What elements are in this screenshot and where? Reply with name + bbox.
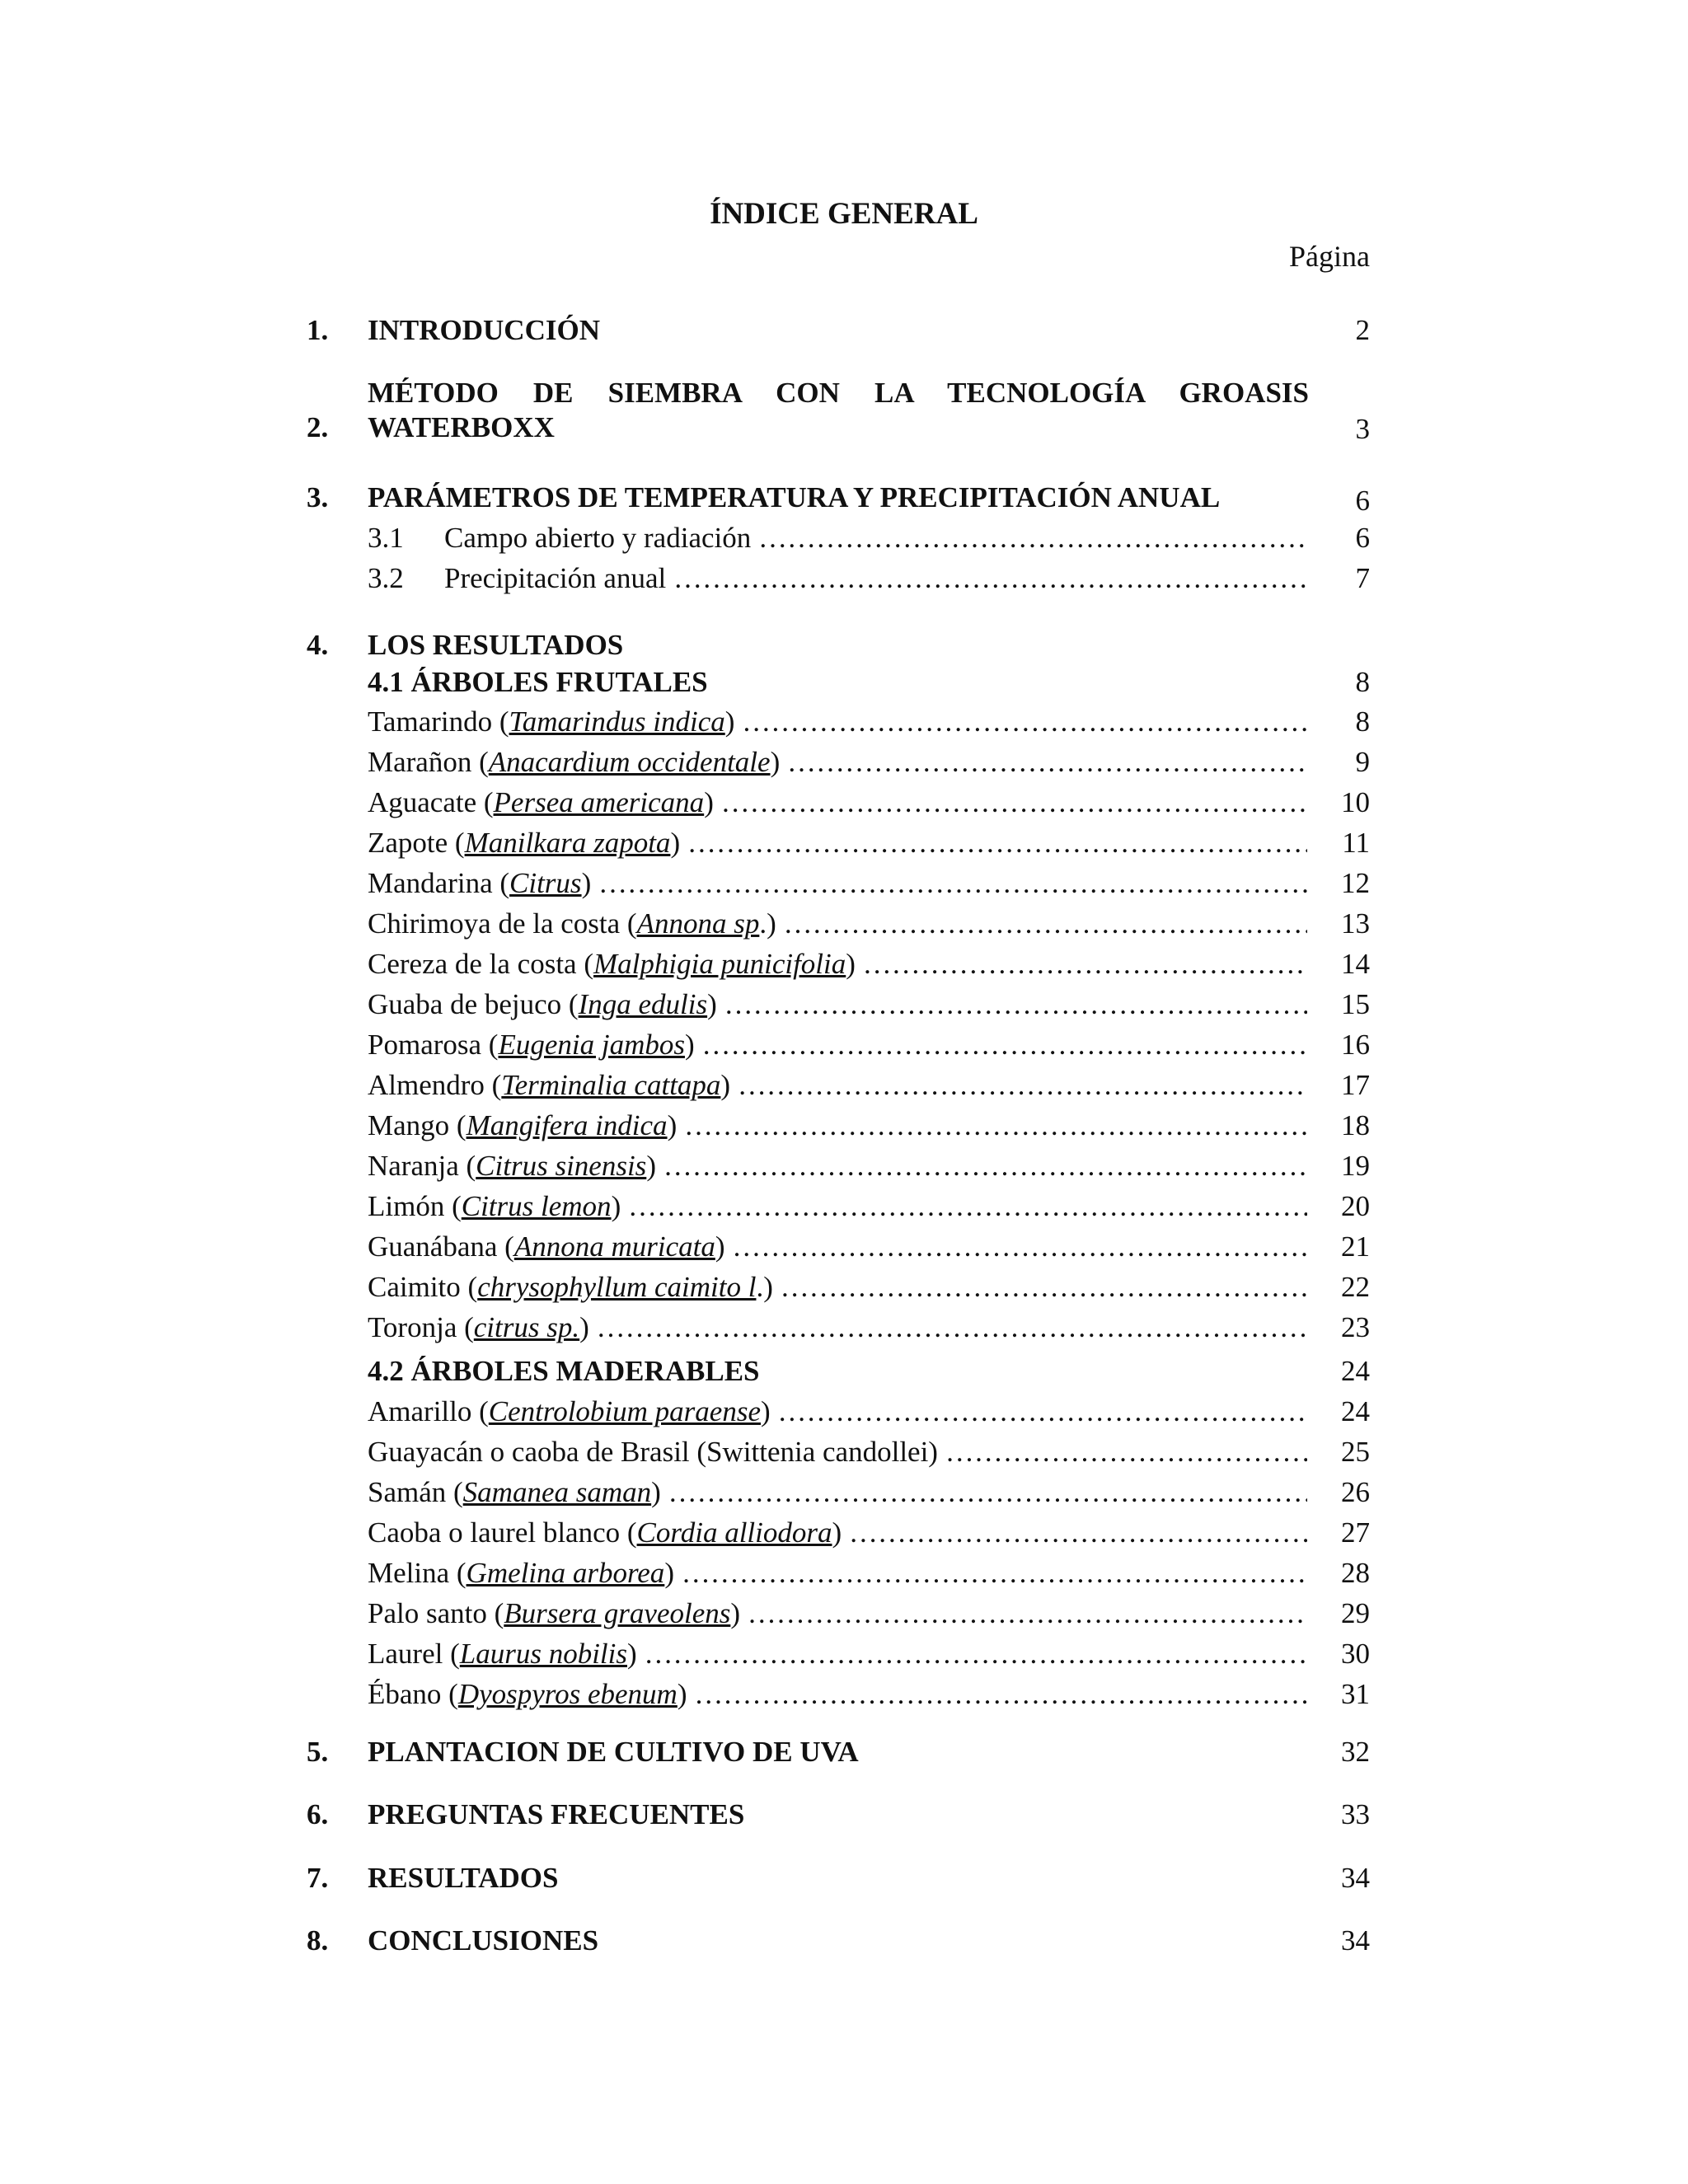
entry-title: [368, 705, 1307, 739]
scientific-name: Gmelina arborea: [466, 1557, 665, 1589]
page-title: ÍNDICE GENERAL: [710, 197, 978, 231]
scientific-name: Citrus lemon: [461, 1190, 612, 1222]
common-name: Zapote (: [368, 827, 465, 859]
section-number: 3.: [307, 481, 329, 513]
entry-title: [368, 1230, 1307, 1264]
common-name: Toronja (: [368, 1311, 474, 1343]
common-name: Pomarosa (: [368, 1029, 499, 1061]
entry-page: 18: [1341, 1109, 1370, 1141]
section-title-line2: WATERBOXX: [368, 411, 555, 443]
section-number: 2.: [307, 411, 329, 443]
entry-page: 25: [1341, 1436, 1370, 1468]
scientific-name: citrus sp.: [473, 1311, 580, 1343]
closing-paren: ): [730, 1597, 741, 1629]
scientific-name: Samanea saman: [462, 1476, 652, 1508]
entry-title: [368, 1677, 1307, 1712]
closing-paren: ): [670, 827, 681, 859]
section-title: LOS RESULTADOS: [368, 629, 624, 661]
section-page: 34: [1341, 1924, 1370, 1957]
entry-page: 19: [1341, 1150, 1370, 1182]
subsection-number: 3.1: [368, 522, 404, 554]
closing-paren: ): [626, 1638, 637, 1670]
entry-title: [368, 785, 1307, 820]
entry-page: 14: [1341, 948, 1370, 980]
section-title: RESULTADOS: [368, 1862, 559, 1894]
entry-page: 22: [1341, 1271, 1370, 1303]
common-name: Marañon (: [368, 746, 489, 778]
entry-title: [368, 1556, 1307, 1591]
closing-paren: ): [579, 1311, 589, 1343]
closing-paren: ): [715, 1230, 725, 1263]
common-name: Palo santo (: [368, 1597, 504, 1629]
entry-title: [368, 1068, 1307, 1103]
section-title: PLANTACION DE CULTIVO DE UVA: [368, 1736, 859, 1768]
entry-page: 23: [1341, 1311, 1370, 1343]
entry-page: 16: [1341, 1029, 1370, 1061]
common-name: Aguacate (: [368, 786, 494, 818]
entry-page: 17: [1341, 1069, 1370, 1101]
common-name: Melina (: [368, 1557, 467, 1589]
section-title: PREGUNTAS FRECUENTES: [368, 1798, 745, 1830]
common-name: Limón (: [368, 1190, 462, 1222]
section-page: 33: [1341, 1798, 1370, 1830]
scientific-name: Annona sp: [636, 907, 760, 940]
closing-paren: ): [707, 988, 717, 1020]
entry-title: [368, 745, 1307, 780]
entry-page: 31: [1341, 1678, 1370, 1710]
section-title: CONCLUSIONES: [368, 1924, 599, 1957]
entry-title: [368, 1310, 1307, 1345]
section-number: 1.: [307, 314, 329, 346]
entry-title: [368, 1435, 1307, 1469]
entry-page: 21: [1341, 1230, 1370, 1263]
scientific-name: Bursera graveolens: [504, 1597, 731, 1629]
section-page: 32: [1341, 1736, 1370, 1768]
subheading-page: 8: [1355, 666, 1370, 698]
closing-paren: ): [724, 705, 735, 738]
section-number: 5.: [307, 1736, 329, 1768]
closing-paren: ): [664, 1557, 674, 1589]
scientific-name: chrysophyllum caimito l: [477, 1271, 757, 1303]
entry-page: 26: [1341, 1476, 1370, 1508]
scientific-name: Manilkara zapota: [464, 827, 671, 859]
page-column-label: Página: [1289, 240, 1370, 273]
scientific-name: Inga edulis: [578, 988, 708, 1020]
scientific-name: Malphigia punicifolia: [593, 948, 846, 980]
subsection-title: Precipitación anual ……………………………………………………………………………………………: [444, 561, 1306, 596]
entry-page: 28: [1341, 1557, 1370, 1589]
scientific-name: Cordia alliodora: [636, 1516, 832, 1549]
scientific-name: Dyospyros ebenum: [457, 1678, 678, 1710]
scientific-name: Centrolobium paraense: [488, 1395, 761, 1427]
section-page: 34: [1341, 1862, 1370, 1894]
common-name: Guayacán o caoba de Brasil (Swittenia candollei): [368, 1436, 938, 1468]
entry-page: 10: [1341, 786, 1370, 818]
section-page: 3: [1355, 413, 1370, 445]
entry-title: [368, 947, 1307, 982]
closing-paren: ): [667, 1109, 678, 1141]
section-number: 8.: [307, 1924, 329, 1957]
section-number: 7.: [307, 1862, 329, 1894]
closing-paren: ): [704, 786, 714, 818]
entry-page: 15: [1341, 988, 1370, 1020]
entry-page: 13: [1341, 907, 1370, 940]
scientific-name: Tamarindus indica: [509, 705, 725, 738]
common-name: Naranja (: [368, 1150, 476, 1182]
entry-title: [368, 1516, 1307, 1550]
closing-paren: ): [677, 1678, 687, 1710]
scientific-name: Anacardium occidentale: [488, 746, 771, 778]
entry-title: [368, 987, 1307, 1022]
subsection-number: 3.2: [368, 562, 404, 594]
closing-paren: .): [759, 907, 776, 940]
entry-title: [368, 1149, 1307, 1183]
common-name: Samán (: [368, 1476, 463, 1508]
subheading-title: 4.2 ÁRBOLES MADERABLES: [368, 1355, 760, 1387]
scientific-name: Eugenia jambos: [498, 1029, 685, 1061]
closing-paren: ): [720, 1069, 731, 1101]
subsection-page: 7: [1355, 562, 1370, 594]
common-name: Cereza de la costa (: [368, 948, 594, 980]
common-name: Mandarina (: [368, 867, 510, 899]
entry-page: 30: [1341, 1638, 1370, 1670]
common-name: Tamarindo (: [368, 705, 509, 738]
scientific-name: Citrus: [509, 867, 582, 899]
common-name: Chirimoya de la costa (: [368, 907, 637, 940]
entry-title: [368, 1475, 1307, 1510]
closing-paren: ): [611, 1190, 621, 1222]
closing-paren: ): [646, 1150, 656, 1182]
entry-page: 8: [1355, 705, 1370, 738]
entry-page: 20: [1341, 1190, 1370, 1222]
scientific-name: Annona muricata: [513, 1230, 715, 1263]
scientific-name: Citrus sinensis: [476, 1150, 647, 1182]
entry-title: [368, 1189, 1307, 1224]
entry-page: 11: [1342, 827, 1370, 859]
closing-paren: ): [846, 948, 856, 980]
section-page: 2: [1355, 314, 1370, 346]
entry-page: 12: [1341, 867, 1370, 899]
subsection-page: 6: [1355, 522, 1370, 554]
entry-title: [368, 1270, 1307, 1305]
scientific-name: Terminalia cattapa: [501, 1069, 721, 1101]
scientific-name: Mangifera indica: [466, 1109, 668, 1141]
subheading-page: 24: [1341, 1355, 1370, 1387]
entry-title: [368, 1637, 1307, 1671]
entry-page: 27: [1341, 1516, 1370, 1549]
common-name: Ébano (: [368, 1678, 458, 1710]
closing-paren: ): [832, 1516, 842, 1549]
entry-title: [368, 826, 1307, 860]
closing-paren: ): [651, 1476, 661, 1508]
subheading-title: 4.1 ÁRBOLES FRUTALES: [368, 666, 708, 698]
section-page: 6: [1355, 485, 1370, 517]
section-title: INTRODUCCIÓN: [368, 314, 600, 346]
closing-paren: ): [581, 867, 592, 899]
common-name: Guanábana (: [368, 1230, 514, 1263]
scientific-name: Persea americana: [493, 786, 705, 818]
common-name: Amarillo (: [368, 1395, 489, 1427]
entry-page: 29: [1341, 1597, 1370, 1629]
closing-paren: .): [756, 1271, 773, 1303]
closing-paren: ): [761, 1395, 771, 1427]
entry-page: 24: [1341, 1395, 1370, 1427]
section-number: 4.: [307, 629, 329, 661]
scientific-name: Laurus nobilis: [459, 1638, 627, 1670]
subsection-title: Campo abierto y radiación ……………………………………………………………………………………………: [444, 521, 1306, 555]
common-name: Guaba de bejuco (: [368, 988, 579, 1020]
common-name: Caoba o laurel blanco (: [368, 1516, 637, 1549]
common-name: Laurel (: [368, 1638, 460, 1670]
entry-title: [368, 907, 1307, 941]
closing-paren: ): [684, 1029, 695, 1061]
entry-title: [368, 1394, 1307, 1429]
section-number: 6.: [307, 1798, 329, 1830]
section-title-line1: MÉTODO DE SIEMBRA CON LA TECNOLOGÍA GROASIS: [368, 377, 1309, 409]
common-name: Mango (: [368, 1109, 467, 1141]
entry-page: 9: [1355, 746, 1370, 778]
entry-title: [368, 1108, 1307, 1143]
entry-title: [368, 1028, 1307, 1062]
common-name: Almendro (: [368, 1069, 502, 1101]
closing-paren: ): [770, 746, 781, 778]
entry-title: [368, 1596, 1307, 1631]
common-name: Caimito (: [368, 1271, 478, 1303]
entry-title: [368, 866, 1307, 901]
section-title: PARÁMETROS DE TEMPERATURA Y PRECIPITACIÓN ANUAL: [368, 481, 1221, 513]
